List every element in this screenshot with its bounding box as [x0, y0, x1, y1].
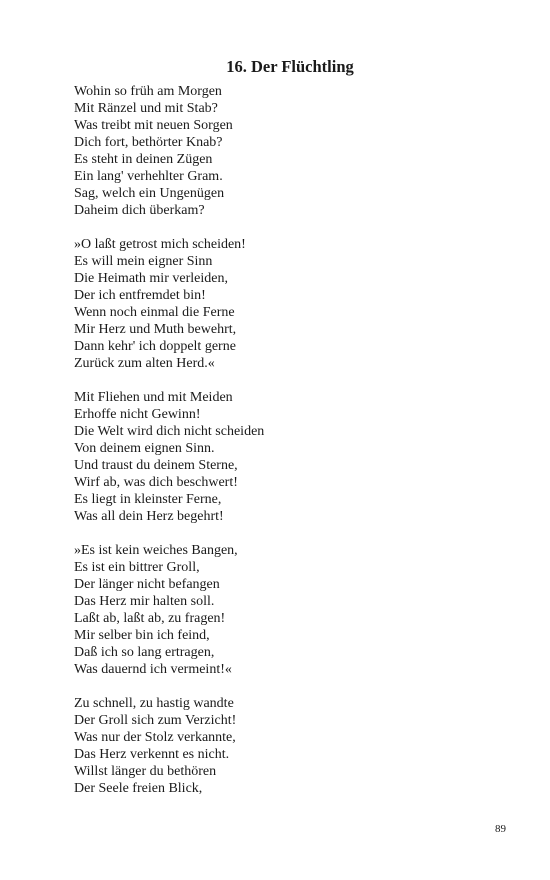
verse-line: Was all dein Herz begehrt! — [74, 509, 224, 524]
verse-line: Zurück zum alten Herd.« — [74, 356, 215, 371]
verse-line: Willst länger du bethören — [74, 764, 217, 779]
verse-line: Daß ich so lang ertragen, — [74, 645, 215, 660]
verse-line: Erhoffe nicht Gewinn! — [74, 407, 201, 422]
verse-line: Daheim dich überkam? — [74, 203, 205, 218]
verse-line: Der ich entfremdet bin! — [74, 288, 206, 303]
verse-line: Dich fort, bethörter Knab? — [74, 135, 223, 150]
verse-line: Mit Ränzel und mit Stab? — [74, 101, 218, 116]
verse-line: Der länger nicht befangen — [74, 577, 220, 592]
verse-line: Es ist ein bittrer Groll, — [74, 560, 200, 575]
verse-line: Wenn noch einmal die Ferne — [74, 305, 235, 320]
verse-line: Ein lang' verhehlter Gram. — [74, 169, 223, 184]
verse-line: Es will mein eigner Sinn — [74, 254, 213, 269]
verse-line: Der Seele freien Blick, — [74, 781, 203, 796]
verse-line: Was nur der Stolz verkannte, — [74, 730, 236, 745]
stanza-4 — [74, 542, 514, 678]
verse-line: Wohin so früh am Morgen — [74, 84, 222, 99]
page-number: 89 — [495, 823, 506, 835]
verse-line: Wirf ab, was dich beschwert! — [74, 475, 238, 490]
verse-line: Was treibt mit neuen Sorgen — [74, 118, 233, 133]
verse-line: Laßt ab, laßt ab, zu fragen! — [74, 611, 226, 626]
verse-line: Es liegt in kleinster Ferne, — [74, 492, 222, 507]
verse-line: Mir Herz und Muth bewehrt, — [74, 322, 237, 337]
stanza-2 — [74, 236, 514, 372]
verse-line: Es steht in deinen Zügen — [74, 152, 213, 167]
verse-line: Von deinem eignen Sinn. — [74, 441, 215, 456]
poem-body — [74, 83, 514, 814]
verse-line: Die Welt wird dich nicht scheiden — [74, 424, 265, 439]
stanza-1 — [74, 83, 514, 219]
verse-line: Was dauernd ich vermeint!« — [74, 662, 232, 677]
verse-line: Und traust du deinem Sterne, — [74, 458, 238, 473]
poem-title: 16. Der Flüchtling — [226, 57, 354, 76]
verse-line: Dann kehr' ich doppelt gerne — [74, 339, 236, 354]
verse-line: Der Groll sich zum Verzicht! — [74, 713, 237, 728]
verse-line: »O laßt getrost mich scheiden! — [74, 237, 246, 252]
verse-line: Sag, welch ein Ungenügen — [74, 186, 225, 201]
verse-line: Die Heimath mir verleiden, — [74, 271, 228, 286]
verse-line: »Es ist kein weiches Bangen, — [74, 543, 238, 558]
verse-line: Mir selber bin ich feind, — [74, 628, 210, 643]
verse-line: Mit Fliehen und mit Meiden — [74, 390, 233, 405]
verse-line: Zu schnell, zu hastig wandte — [74, 696, 234, 711]
verse-line: Das Herz mir halten soll. — [74, 594, 215, 609]
stanza-3 — [74, 389, 514, 525]
verse-line: Das Herz verkennt es nicht. — [74, 747, 230, 762]
stanza-5 — [74, 695, 514, 797]
